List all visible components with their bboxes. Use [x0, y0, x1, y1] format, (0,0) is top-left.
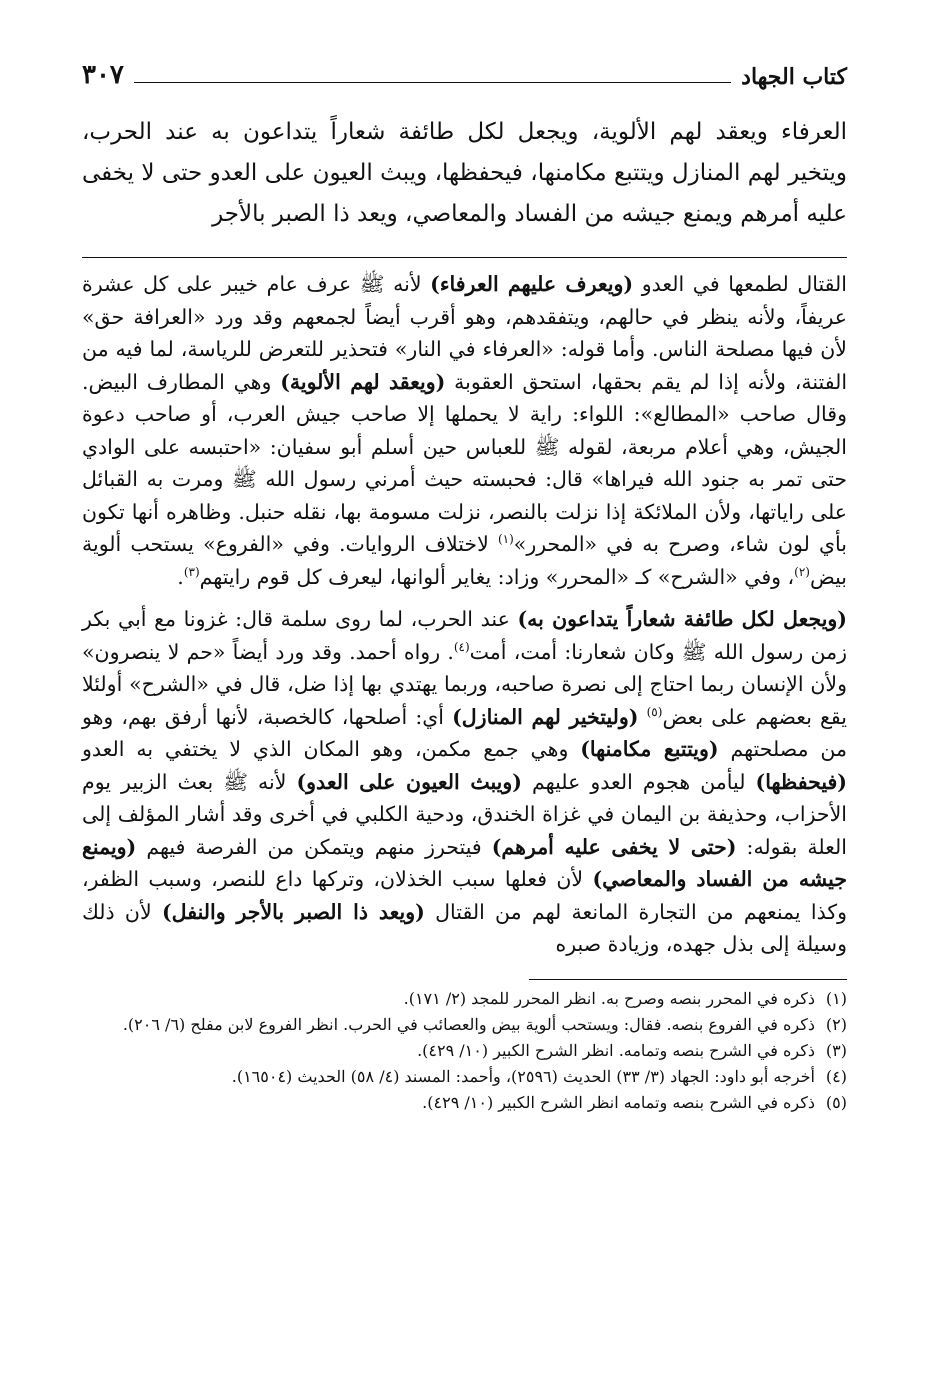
- matn-quote: (ويجعل لكل طائفة شعاراً يتداعون به): [517, 607, 847, 631]
- footnote-number: (١): [825, 988, 847, 1008]
- footnote-number: (٣): [825, 1040, 847, 1060]
- matn-quote: (حتى لا يخفى عليه أمرهم): [491, 834, 737, 859]
- main-text-paragraph: العرفاء ويعقد لهم الألوية، ويجعل لكل طائفة شعاراً يتداعون به عند الحرب، ويتخير لهم المنازل ويتتبع مكامنها، فيحفظها، ويبث العيون على العدو حتى لا يخفى عليه أمرهم ويمنع جيشه من الفساد والمعاصي، ويعد ذا الصبر بالأجر: [82, 119, 847, 227]
- running-header: [82, 50, 847, 90]
- footnote: [82, 1038, 847, 1064]
- footnote-text: ذكره في الفروع بنصه. فقال: ويستحب ألوية بيض والعصائب في الحرب. انظر الفروع لابن مفلح (٦/ ٢٠٦).: [122, 1014, 815, 1034]
- matn-quote: (ويمنع جيشه من الفساد والمعاصي): [82, 834, 847, 891]
- matn-quote: (ويبث العيون على العدو): [296, 769, 522, 794]
- footnote-ref: (٣): [183, 564, 200, 579]
- footnote: [82, 1090, 847, 1116]
- commentary-text: لأنه ﷺ عرف عام خيبر على كل عشرة عريفاً، ولأنه ينظر في حالهم، ويتفقدهم، وهو أقرب أيضاً لجمعهم وقد ورد «العرافة حق» لأن فيها مصلحة الناس. وأما قوله: «العرفاء في النار» فتحذير للتعرض للرياسة، لما فيه من الفتنة، ولأنه إذا لم يقم بحقها، استحق العقوبة: [82, 272, 848, 394]
- matn-quote: (ويعد ذا الصبر بالأجر والنفل): [161, 899, 425, 924]
- commentary-text: [639, 705, 647, 729]
- matn-quote: (فيحفظها): [755, 769, 847, 794]
- text-divider: [82, 257, 847, 258]
- footnote-text: ذكره في الشرح بنصه وتمامه انظر الشرح الكبير (١٠/ ٤٢٩).: [422, 1092, 815, 1112]
- commentary-text: وهي جمع مكمن، وهو المكان الذي لا يختفي به العدو: [82, 737, 581, 761]
- chapter-title: كتاب الجهاد: [741, 64, 847, 90]
- footnote-rule: [529, 979, 847, 980]
- matn-quote: (وليتخير لهم المنازل): [452, 704, 639, 729]
- commentary-text: لاختلاف الروايات. وفي «الفروع» يستحب ألوية بيض: [82, 532, 847, 589]
- book-page: [82, 50, 847, 1116]
- footnotes: [82, 986, 847, 1116]
- footnote: [82, 1012, 847, 1038]
- commentary-text: فيتحرز منهم ويتمكن من الفرصة فيهم: [136, 834, 492, 859]
- footnote-text: ذكره في المحرر بنصه وصرح به. انظر المحرر للمجد (٢/ ١٧١).: [403, 988, 815, 1008]
- header-rule: [134, 82, 731, 83]
- commentary-paragraph-1: [82, 268, 847, 593]
- commentary-text: ليأمن هجوم العدو عليهم: [521, 769, 756, 794]
- footnote-text: ذكره في الشرح بنصه وتمامه. انظر الشرح الكبير (١٠/ ٤٢٩).: [417, 1040, 815, 1060]
- footnote-text: أخرجه أبو داود: الجهاد (٣/ ٣٣) الحديث (٢٥٩٦)، وأحمد: المسند (٤/ ٥٨) الحديث (١٦٥٠٤).: [231, 1066, 815, 1086]
- footnote-ref: (٢): [794, 564, 810, 579]
- commentary-text: القتال لطمعها في العدو: [633, 272, 847, 296]
- matn-quote: (ويعقد لهم الألوية): [280, 369, 446, 394]
- footnote-ref: (٥): [646, 704, 663, 719]
- commentary-text: لأن ذلك وسيلة إلى بذل جهده، وزيادة صبره: [82, 899, 847, 956]
- footnote-ref: (١): [497, 532, 514, 547]
- footnote-number: (٤): [825, 1066, 847, 1086]
- footnote: [82, 986, 847, 1012]
- footnote-ref: (٤): [453, 639, 470, 654]
- matn-quote: (ويعرف عليهم العرفاء): [430, 272, 634, 296]
- main-text: [82, 112, 847, 235]
- commentary-text: أي: أصلحها، كالخصبة، لأنها أرفق بهم، وهو من مصلحتهم: [82, 704, 847, 761]
- commentary: [82, 268, 847, 961]
- commentary-text: لأن فعلها سبب الخذلان، وتركها داع للنصر، وسبب الظفر، وكذا يمنعهم من التجارة المانعة لهم من القتال: [82, 867, 847, 924]
- commentary-text: لأنه ﷺ بعث الزبير يوم الأحزاب، وحذيفة بن اليمان في غزاة الخندق، ودحية الكلبي في أخرى وقد أشار المؤلف إلى العلة بقوله:: [82, 769, 847, 859]
- commentary-text: . رواه أحمد. وقد ورد أيضاً «حم لا ينصرون» ولأن الإنسان ربما احتاج إلى نصرة صاحبه، وربما يهتدي بها إذا ضل، قال في «الشرح» أولئلا يقع بعضهم على بعض: [82, 639, 847, 729]
- commentary-text: وهي المطارف البيض. وقال صاحب «المطالع»: اللواء: راية لا يحملها إلا صاحب جيش العرب، أو صاحب دعوة الجيش، وهي أعلام مربعة، لقوله ﷺ للعباس حين أسلم أبو سفيان: «احتبسه على الوادي حتى تمر به جنود الله فيراها» قال: فحبسته حيث أمرني رسول الله ﷺ ومرت به القبائل على راياتها، ولأن الملائكة إذا نزلت بالنصر، نزلت مسومة بها، نقله حنبل. وظاهره أنها تكون بأي لون شاء، وصرح به في «المحرر»: [82, 369, 848, 556]
- commentary-text: عند الحرب، لما روى سلمة قال: غزونا مع أبي بكر زمن رسول الله ﷺ وكان شعارنا: أمت، أمت: [82, 607, 847, 664]
- footnote-number: (٢): [825, 1014, 847, 1034]
- footnote-number: (٥): [825, 1092, 847, 1112]
- commentary-paragraph-2: [82, 603, 847, 961]
- commentary-text: .: [177, 564, 184, 589]
- footnote: [82, 1064, 847, 1090]
- commentary-text: ، وفي «الشرح» كـ «المحرر» وزاد: يغاير ألوانها، ليعرف كل قوم رايتهم: [199, 564, 795, 589]
- page-number: ٣٠٧: [82, 60, 124, 90]
- matn-quote: (ويتتبع مكامنها): [580, 737, 719, 761]
